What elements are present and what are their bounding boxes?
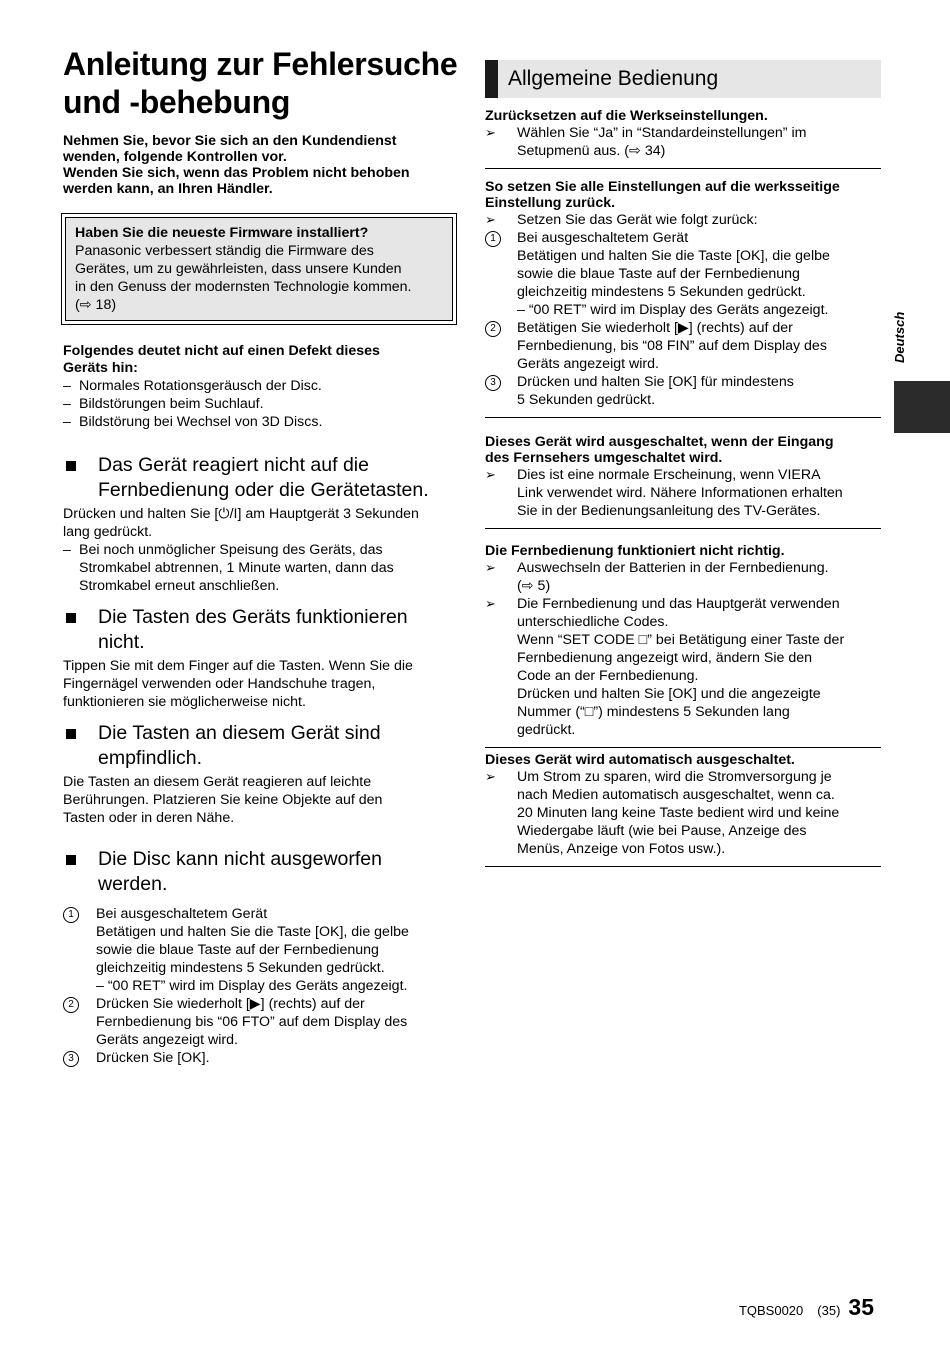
- step-item: [485, 319, 881, 373]
- step-item: [63, 995, 463, 1049]
- entry-item: [485, 768, 881, 858]
- step-text: [96, 1049, 463, 1067]
- step-text: [517, 373, 881, 409]
- step-line: – “00 RET” wird im Display des Geräts angezeigt.: [517, 302, 829, 318]
- document-code: TQBS0020: [738, 1303, 804, 1318]
- entry-line: Nummer (“□”) mindestens 5 Sekunden lang: [517, 704, 790, 720]
- step-number-marker: 3: [63, 1051, 79, 1067]
- step-line: gleichzeitig mindestens 5 Sekunden gedrückt.: [96, 960, 385, 976]
- heading-line: nicht.: [98, 631, 145, 653]
- step-line: Drücken Sie [OK].: [96, 1050, 210, 1066]
- entry-item-text: [517, 559, 881, 595]
- step-text: [96, 995, 463, 1049]
- step-text: [517, 319, 881, 373]
- entry-line: Wählen Sie “Ja” in “Standardeinstellungen” im: [517, 125, 807, 141]
- arrow-bullet-icon: ➢: [485, 596, 496, 611]
- step-item: [63, 905, 463, 995]
- page-number: 35: [848, 1294, 874, 1320]
- language-tab-marker: [894, 381, 950, 433]
- heading-line: Die Tasten des Geräts funktionieren: [98, 606, 408, 628]
- body-line: Stromkabel abtrennen, 1 Minute warten, dann das: [79, 560, 394, 576]
- heading-line: So setzen Sie alle Einstellungen auf die werksseitige: [485, 179, 840, 195]
- entry-line: Drücken und halten Sie [OK] und die angezeigte: [517, 686, 821, 702]
- entry-line: Dies ist eine normale Erscheinung, wenn VIERA: [517, 467, 821, 483]
- entry-item-text: [517, 768, 881, 858]
- step-line: sowie die blaue Taste auf der Fernbedienung: [517, 266, 800, 282]
- entry-heading: Die Fernbedienung funktioniert nicht richtig.: [485, 543, 785, 559]
- body-line: Stromkabel erneut anschließen.: [79, 578, 280, 594]
- troubleshooting-entry: [485, 752, 881, 867]
- entry-item-text: [517, 466, 881, 520]
- body-line: Fingernägel verwenden oder Handschuhe tragen,: [63, 676, 376, 692]
- section-body: [63, 657, 463, 711]
- entry-line: Menüs, Anzeige von Fotos usw.).: [517, 841, 726, 857]
- entry-line: 20 Minuten lang keine Taste bedient wird und keine: [517, 805, 840, 821]
- step-line: sowie die blaue Taste auf der Fernbedienung: [96, 942, 379, 958]
- body-line: Tippen Sie mit dem Finger auf die Tasten. Wenn Sie die: [63, 658, 413, 674]
- list-item: [63, 413, 463, 431]
- entry-heading: [485, 179, 881, 211]
- section-title: Allgemeine Bedienung: [508, 67, 719, 90]
- intro-line: Wenden Sie sich, wenn das Problem nicht behoben: [63, 165, 410, 181]
- troubleshooting-entry: [485, 108, 881, 169]
- step-line: gleichzeitig mindestens 5 Sekunden gedrückt.: [517, 284, 806, 300]
- heading-line: Die Disc kann nicht ausgeworfen: [98, 848, 382, 870]
- firmware-line: Panasonic verbessert ständig die Firmware des: [75, 243, 374, 259]
- step-line: 5 Sekunden gedrückt.: [517, 392, 656, 408]
- section-title-bar: [485, 60, 881, 98]
- arrow-bullet-icon: ➢: [485, 212, 496, 227]
- arrow-bullet-icon: ➢: [485, 769, 496, 784]
- entry-item: [485, 595, 881, 739]
- step-number-marker: 1: [63, 907, 79, 923]
- list-item: [63, 377, 463, 395]
- dash-marker: –: [63, 414, 71, 430]
- heading-line: Die Tasten an diesem Gerät sind: [98, 722, 381, 744]
- step-number-marker: 2: [63, 997, 79, 1013]
- body-line: Berührungen. Platzieren Sie keine Objekte auf den: [63, 792, 383, 808]
- entry-heading: Dieses Gerät wird automatisch ausgeschaltet.: [485, 752, 795, 768]
- square-bullet-icon: [66, 729, 76, 739]
- firmware-line: (⇨ 18): [75, 297, 117, 313]
- step-line: Geräts angezeigt wird.: [96, 1032, 238, 1048]
- step-line: Betätigen und halten Sie die Taste [OK], die gelbe: [517, 248, 830, 264]
- entry-line: Wenn “SET CODE □” bei Betätigung einer Taste der: [517, 632, 845, 648]
- step-line: Bei ausgeschaltetem Gerät: [96, 906, 268, 922]
- step-number-marker: 3: [485, 375, 501, 391]
- entry-item: [485, 124, 881, 160]
- heading-line: werden.: [98, 873, 168, 895]
- heading-line: Das Gerät reagiert nicht auf die: [98, 454, 369, 476]
- list-item: [63, 395, 463, 413]
- entry-line: Setupmenü aus. (⇨ 34): [517, 143, 666, 159]
- page-footer: [739, 1294, 874, 1321]
- step-line: Fernbedienung, bis “08 FIN” auf dem Display des: [517, 338, 827, 354]
- entry-heading: Zurücksetzen auf die Werkseinstellungen.: [485, 108, 768, 124]
- body-line: Die Tasten an diesem Gerät reagieren auf leichte: [63, 774, 372, 790]
- step-item: [485, 373, 881, 409]
- intro-line: Nehmen Sie, bevor Sie sich an den Kundendienst: [63, 133, 397, 149]
- heading-line: Einstellung zurück.: [485, 195, 616, 211]
- step-list: [63, 905, 463, 1067]
- firmware-box-inner: [65, 217, 453, 321]
- section-heading-text: [98, 847, 463, 897]
- heading-line: empfindlich.: [98, 747, 203, 769]
- list-item: [63, 541, 463, 595]
- entry-heading: [485, 434, 881, 466]
- no-defect-list: [63, 343, 463, 431]
- step-text: [96, 905, 463, 995]
- section-heading: [63, 453, 463, 503]
- square-bullet-icon: [66, 461, 76, 471]
- entry-item: [485, 211, 881, 229]
- step-line: Geräts angezeigt wird.: [517, 356, 659, 372]
- body-line: Bei noch unmöglicher Speisung des Geräts, das: [79, 542, 383, 558]
- arrow-bullet-icon: ➢: [485, 560, 496, 575]
- firmware-line: in den Genuss der modernsten Technologie kommen.: [75, 279, 412, 295]
- step-line: Drücken und halten Sie [OK] für mindestens: [517, 374, 794, 390]
- step-line: Betätigen Sie wiederholt [▶] (rechts) auf der: [517, 320, 793, 336]
- troubleshooting-entry: [485, 434, 881, 529]
- dash-marker: –: [63, 378, 71, 394]
- step-line: Drücken Sie wiederholt [▶] (rechts) auf der: [96, 996, 365, 1012]
- entry-item-text: [517, 124, 881, 160]
- step-number-marker: 2: [485, 321, 501, 337]
- dash-marker: –: [63, 542, 71, 558]
- right-column: [485, 60, 881, 867]
- section-heading: [63, 721, 463, 771]
- entry-line: Code an der Fernbedienung.: [517, 668, 699, 684]
- section-body: [63, 773, 463, 827]
- section-bar-marker: [485, 60, 498, 98]
- firmware-box: [61, 213, 457, 325]
- firmware-line: Gerätes, um zu gewährleisten, dass unsere Kunden: [75, 261, 402, 277]
- entry-line: nach Medien automatisch ausgeschaltet, wenn ca.: [517, 787, 835, 803]
- dash-marker: –: [63, 396, 71, 412]
- list-item-text: Normales Rotationsgeräusch der Disc.: [79, 378, 322, 394]
- step-line: Betätigen und halten Sie die Taste [OK], die gelbe: [96, 924, 409, 940]
- section-heading-text: [98, 605, 463, 655]
- section-heading-text: [98, 721, 463, 771]
- firmware-box-title: Haben Sie die neueste Firmware installiert?: [75, 225, 369, 241]
- entry-line: Fernbedienung angezeigt wird, ändern Sie den: [517, 650, 812, 666]
- entry-line: unterschiedliche Codes.: [517, 614, 669, 630]
- step-item: [485, 229, 881, 319]
- section-heading: [63, 605, 463, 655]
- left-column: [63, 45, 463, 1067]
- section-body: [63, 505, 463, 595]
- step-number-marker: 1: [485, 231, 501, 247]
- step-item: [63, 1049, 463, 1067]
- step-line: Fernbedienung bis “06 FTO” auf dem Display des: [96, 1014, 408, 1030]
- entry-line: Um Strom zu sparen, wird die Stromversorgung je: [517, 769, 832, 785]
- step-line: Bei ausgeschaltetem Gerät: [517, 230, 689, 246]
- entry-line: Die Fernbedienung und das Hauptgerät verwenden: [517, 596, 840, 612]
- square-bullet-icon: [66, 613, 76, 623]
- arrow-bullet-icon: ➢: [485, 467, 496, 482]
- intro-line: werden kann, an Ihren Händler.: [63, 181, 273, 197]
- entry-line: Auswechseln der Batterien in der Fernbedienung.: [517, 560, 829, 576]
- page-title: [63, 45, 463, 121]
- heading-line: Dieses Gerät wird ausgeschaltet, wenn der Eingang: [485, 434, 834, 450]
- intro-line: wenden, folgende Kontrollen vor.: [63, 149, 287, 165]
- section-heading-text: [98, 453, 463, 503]
- arrow-bullet-icon: ➢: [485, 125, 496, 140]
- entry-item-text: Setzen Sie das Gerät wie folgt zurück:: [517, 212, 758, 228]
- step-line: – “00 RET” wird im Display des Geräts angezeigt.: [96, 978, 408, 994]
- list-item-text: [79, 541, 463, 595]
- no-defect-heading: Folgendes deutet nicht auf einen Defekt dieses: [63, 343, 380, 359]
- troubleshooting-entry: [485, 179, 881, 418]
- entry-line: (⇨ 5): [517, 578, 551, 594]
- heading-line: Fernbedienung oder die Gerätetasten.: [98, 479, 429, 501]
- intro-text: [63, 133, 463, 197]
- body-line: lang gedrückt.: [63, 524, 153, 540]
- section-heading: [63, 847, 463, 897]
- title-line: Anleitung zur Fehlersuche: [63, 46, 458, 82]
- troubleshooting-entry: [485, 543, 881, 748]
- body-line: Tasten oder in deren Nähe.: [63, 810, 235, 826]
- entry-line: Wiedergabe läuft (wie bei Pause, Anzeige des: [517, 823, 807, 839]
- body-line: Drücken und halten Sie [⏻/I] am Hauptgerät 3 Sekunden: [63, 506, 419, 522]
- body-line: funktionieren sie möglicherweise nicht.: [63, 694, 306, 710]
- entry-line: Link verwendet wird. Nähere Informationen erhalten: [517, 485, 843, 501]
- title-line: und -behebung: [63, 84, 291, 120]
- heading-line: des Fernsehers umgeschaltet wird.: [485, 450, 723, 466]
- list-item-text: Bildstörung bei Wechsel von 3D Discs.: [79, 414, 323, 430]
- entry-item: [485, 559, 881, 595]
- step-text: [517, 229, 881, 319]
- language-tab-label: Deutsch: [892, 311, 907, 363]
- entry-line: Sie in der Bedienungsanleitung des TV-Gerätes.: [517, 503, 821, 519]
- entry-item-text: [517, 595, 881, 739]
- square-bullet-icon: [66, 855, 76, 865]
- list-item-text: Bildstörungen beim Suchlauf.: [79, 396, 264, 412]
- entry-item: [485, 466, 881, 520]
- entry-line: gedrückt.: [517, 722, 576, 738]
- page-number-paren: (35): [817, 1303, 841, 1318]
- no-defect-heading: Geräts hin:: [63, 360, 138, 376]
